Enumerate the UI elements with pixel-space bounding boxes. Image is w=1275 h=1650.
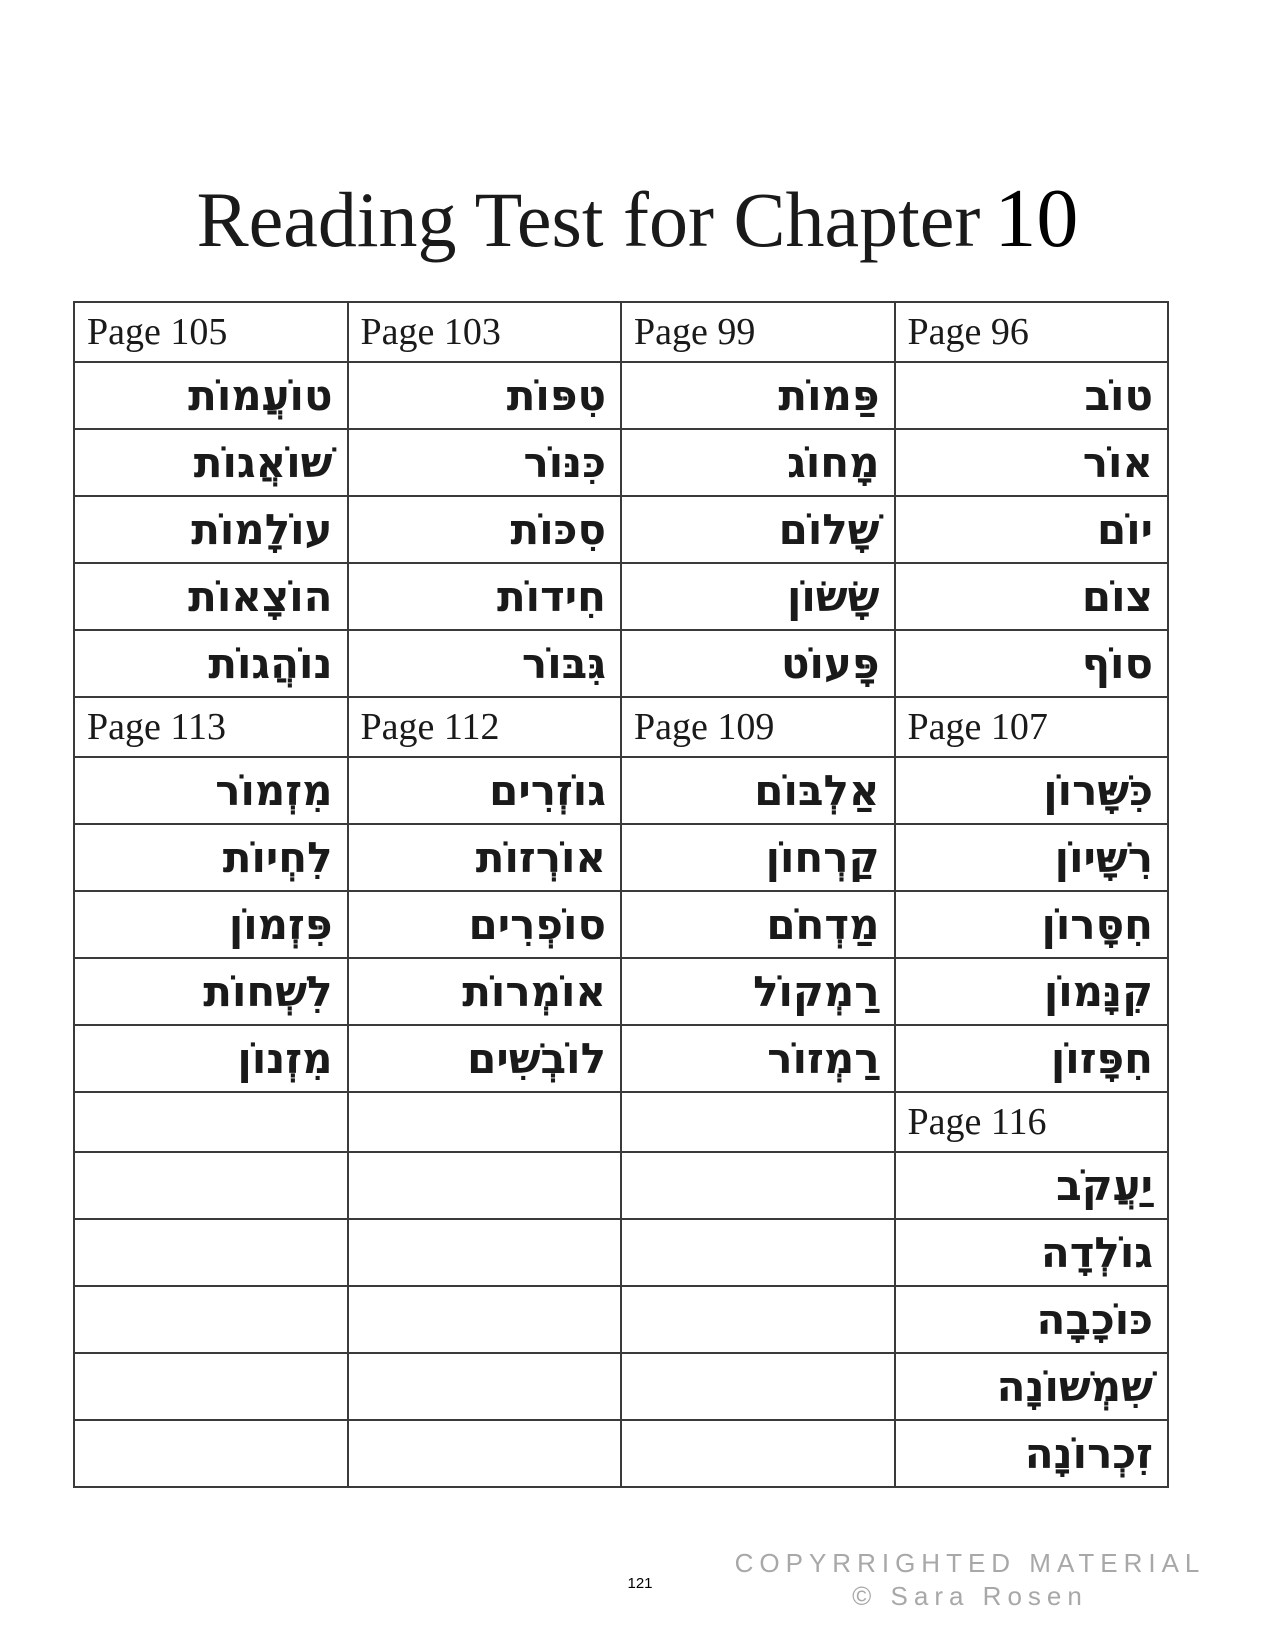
hebrew-word: פַּמוֹת	[621, 362, 895, 429]
hebrew-word: טִפּוֹת	[348, 362, 622, 429]
hebrew-word: שׁוֹאֲגוֹת	[74, 429, 348, 496]
empty-cell	[348, 1152, 622, 1219]
empty-cell	[348, 1219, 622, 1286]
hebrew-word: עוֹלָמוֹת	[74, 496, 348, 563]
hebrew-word: טוֹעֲמוֹת	[74, 362, 348, 429]
reading-test-table	[73, 301, 1169, 1488]
word-row	[74, 1025, 1168, 1092]
word-row	[74, 891, 1168, 958]
page-header-row	[74, 302, 1168, 362]
hebrew-word: לִחְיוֹת	[74, 824, 348, 891]
empty-cell	[74, 1219, 348, 1286]
hebrew-word: פָּעוֹט	[621, 630, 895, 697]
page-label: Page 96	[895, 302, 1169, 362]
hebrew-word: מַדְחֹם	[621, 891, 895, 958]
word-row	[74, 1353, 1168, 1420]
hebrew-word: קַרְחוֹן	[621, 824, 895, 891]
empty-cell	[348, 1353, 622, 1420]
page-number: 121	[627, 1575, 653, 1592]
word-row	[74, 824, 1168, 891]
page-label: Page 113	[74, 697, 348, 757]
page-label: Page 116	[895, 1092, 1169, 1152]
hebrew-word: כִּנּוֹר	[348, 429, 622, 496]
hebrew-word: שִׁמְשׁוֹנָה	[895, 1353, 1169, 1420]
page-header-row	[74, 1092, 1168, 1152]
word-row	[74, 1219, 1168, 1286]
hebrew-word: טוֹב	[895, 362, 1169, 429]
empty-cell	[621, 1092, 895, 1152]
page-label: Page 109	[621, 697, 895, 757]
hebrew-word: סוֹפְרִים	[348, 891, 622, 958]
word-row	[74, 1286, 1168, 1353]
word-row	[74, 496, 1168, 563]
hebrew-word: פִּזְמוֹן	[74, 891, 348, 958]
hebrew-word: חִפָּזוֹן	[895, 1025, 1169, 1092]
hebrew-word: חִידוֹת	[348, 563, 622, 630]
hebrew-word: אַלְבּוֹם	[621, 757, 895, 824]
empty-cell	[74, 1353, 348, 1420]
hebrew-word: שָׂשׂוֹן	[621, 563, 895, 630]
word-row	[74, 563, 1168, 630]
hebrew-word: צוֹם	[895, 563, 1169, 630]
hebrew-word: נוֹהֲגוֹת	[74, 630, 348, 697]
word-row	[74, 958, 1168, 1025]
empty-cell	[621, 1219, 895, 1286]
hebrew-word: רִשָּׁיוֹן	[895, 824, 1169, 891]
empty-cell	[74, 1092, 348, 1152]
empty-cell	[348, 1286, 622, 1353]
hebrew-word: קִנָּמוֹן	[895, 958, 1169, 1025]
hebrew-word: שָׁלוֹם	[621, 496, 895, 563]
copyright-author: © Sara Rosen	[852, 1581, 1088, 1611]
page-label: Page 107	[895, 697, 1169, 757]
hebrew-word: רַמְזוֹר	[621, 1025, 895, 1092]
hebrew-word: סוֹף	[895, 630, 1169, 697]
hebrew-word: גוֹלְדָה	[895, 1219, 1169, 1286]
empty-cell	[74, 1152, 348, 1219]
page-label: Page 105	[74, 302, 348, 362]
page-label: Page 103	[348, 302, 622, 362]
hebrew-word: יוֹם	[895, 496, 1169, 563]
title-text: Reading Test for Chapter	[196, 176, 981, 263]
hebrew-word: הוֹצָאוֹת	[74, 563, 348, 630]
empty-cell	[74, 1286, 348, 1353]
word-row	[74, 1152, 1168, 1219]
page-header-row	[74, 697, 1168, 757]
word-row	[74, 429, 1168, 496]
word-row	[74, 1420, 1168, 1487]
hebrew-word: יַעֲקֹב	[895, 1152, 1169, 1219]
hebrew-word: זִכְרוֹנָה	[895, 1420, 1169, 1487]
copyright-notice	[690, 1548, 1250, 1612]
hebrew-word: אוֹרְזוֹת	[348, 824, 622, 891]
hebrew-word: אוֹמְרוֹת	[348, 958, 622, 1025]
chapter-number: 10	[994, 172, 1079, 265]
hebrew-word: כִּשָּׁרוֹן	[895, 757, 1169, 824]
hebrew-word: כּוֹכָבָה	[895, 1286, 1169, 1353]
word-row	[74, 630, 1168, 697]
hebrew-word: רַמְקוֹל	[621, 958, 895, 1025]
hebrew-word: מִזְנוֹן	[74, 1025, 348, 1092]
empty-cell	[621, 1152, 895, 1219]
empty-cell	[621, 1420, 895, 1487]
empty-cell	[348, 1092, 622, 1152]
empty-cell	[621, 1286, 895, 1353]
empty-cell	[348, 1420, 622, 1487]
copyright-line: COPYRRIGHTED MATERIAL	[734, 1548, 1206, 1578]
empty-cell	[621, 1353, 895, 1420]
hebrew-word: לוֹבְשִׁים	[348, 1025, 622, 1092]
hebrew-word: גִּבּוֹר	[348, 630, 622, 697]
word-row	[74, 362, 1168, 429]
hebrew-word: גוֹזְרִים	[348, 757, 622, 824]
hebrew-word: סִכּוֹת	[348, 496, 622, 563]
hebrew-word: מָחוֹג	[621, 429, 895, 496]
hebrew-word: מִזְמוֹר	[74, 757, 348, 824]
page-title	[0, 170, 1275, 267]
hebrew-word: אוֹר	[895, 429, 1169, 496]
page-label: Page 99	[621, 302, 895, 362]
page-label: Page 112	[348, 697, 622, 757]
hebrew-word: לִשְׁחוֹת	[74, 958, 348, 1025]
empty-cell	[74, 1420, 348, 1487]
word-row	[74, 757, 1168, 824]
hebrew-word: חִסָּרוֹן	[895, 891, 1169, 958]
